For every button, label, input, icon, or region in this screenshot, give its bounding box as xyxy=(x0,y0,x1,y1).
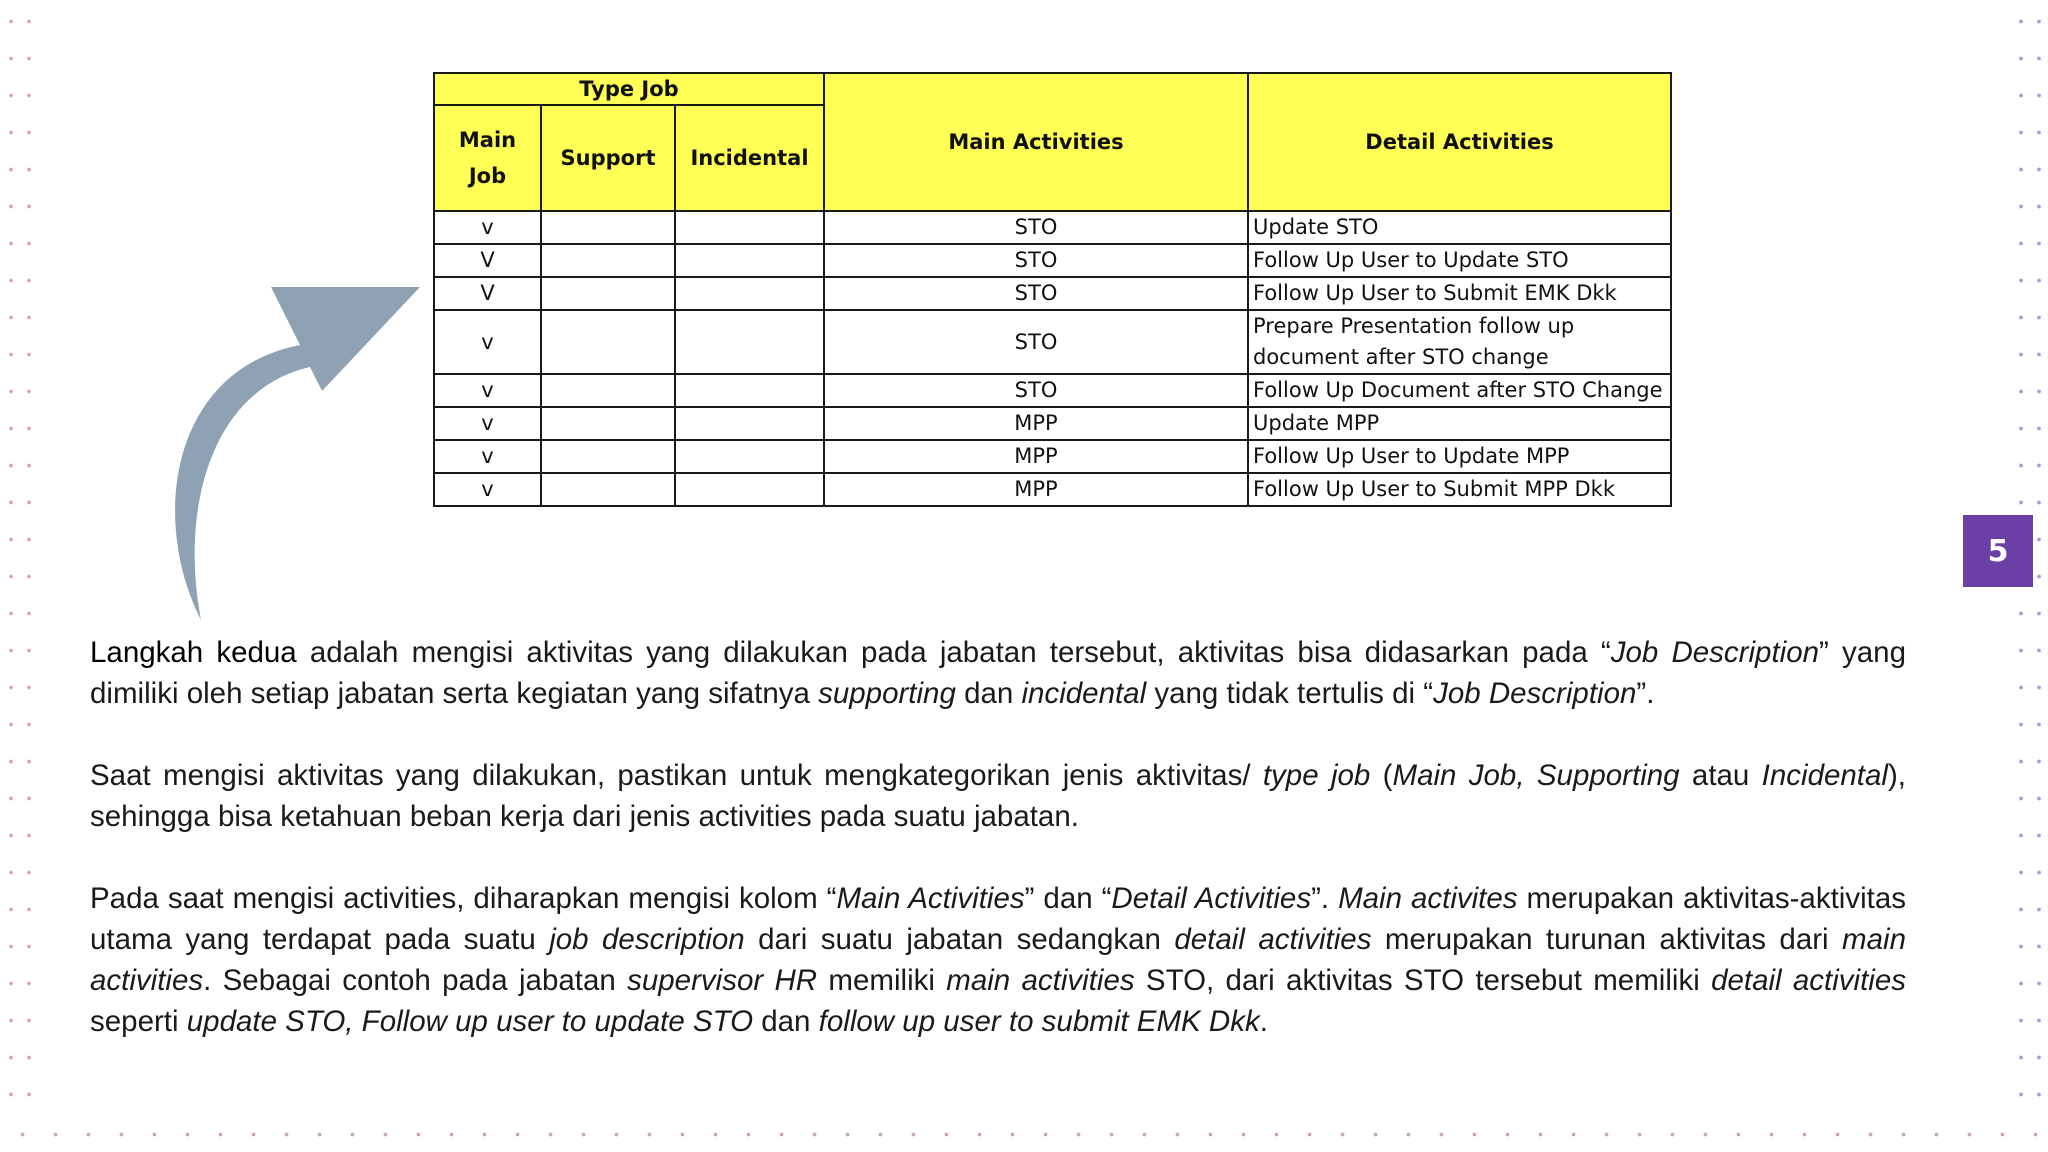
cell-main-activity: MPP xyxy=(824,440,1248,473)
cell-main-job: v xyxy=(434,211,541,244)
table-row xyxy=(434,244,1671,277)
text-run: Pada saat mengisi activities, diharapkan mengisi kolom “ xyxy=(90,882,837,915)
cell-incidental xyxy=(675,211,824,244)
cell-support xyxy=(541,440,675,473)
text-run: . Sebagai contoh pada jabatan xyxy=(203,964,628,997)
cell-incidental xyxy=(675,473,824,506)
cell-main-activity: STO xyxy=(824,310,1248,374)
text-run: . xyxy=(1259,1005,1268,1038)
cell-main-activity: STO xyxy=(824,277,1248,310)
italic-run: main activities xyxy=(946,964,1135,997)
italic-run: Job Description xyxy=(1610,636,1820,669)
cell-support xyxy=(541,310,675,374)
cell-detail-activity: Prepare Presentation follow up document after STO change xyxy=(1248,310,1671,374)
text-run: STO, dari aktivitas STO tersebut memiliki xyxy=(1134,964,1712,997)
decorative-dots-bottom xyxy=(0,1110,2048,1152)
italic-run: Detail Activities xyxy=(1111,882,1312,915)
text-run: adalah mengisi aktivitas yang dilakukan pada jabatan tersebut, aktivitas bisa didasarkan pada “ xyxy=(296,636,1611,669)
table-row xyxy=(434,374,1671,407)
table-row xyxy=(434,440,1671,473)
text-run: memiliki xyxy=(817,964,947,997)
text-run: ” yang dimiliki oleh setiap jabatan serta kegiatan yang sifatnya xyxy=(90,636,1906,710)
cell-incidental xyxy=(675,374,824,407)
header-type-job: Type Job xyxy=(434,73,824,105)
cell-main-job: v xyxy=(434,440,541,473)
cell-main-job: v xyxy=(434,407,541,440)
text-run: dan xyxy=(753,1005,819,1038)
italic-run: detail activities xyxy=(1711,964,1907,997)
text-run: merupakan aktivitas-aktivitas utama yang terdapat pada suatu xyxy=(90,882,1906,956)
cell-main-activity: STO xyxy=(824,244,1248,277)
italic-run: supervisor HR xyxy=(627,964,818,997)
italic-run: main activities xyxy=(90,923,1906,997)
cell-detail-activity: Update MPP xyxy=(1248,407,1671,440)
text-run: atau xyxy=(1679,759,1762,792)
cell-incidental xyxy=(675,277,824,310)
cell-support xyxy=(541,277,675,310)
page-number: 5 xyxy=(1987,533,2009,569)
cell-detail-activity: Follow Up Document after STO Change xyxy=(1248,374,1671,407)
cell-main-activity: MPP xyxy=(824,407,1248,440)
page-number-badge xyxy=(1963,515,2033,587)
cell-detail-activity: Follow Up User to Submit EMK Dkk xyxy=(1248,277,1671,310)
cell-detail-activity: Update STO xyxy=(1248,211,1671,244)
cell-main-job: v xyxy=(434,310,541,374)
cell-support xyxy=(541,244,675,277)
cell-incidental xyxy=(675,407,824,440)
cell-main-job: v xyxy=(434,374,541,407)
header-support: Support xyxy=(541,105,675,211)
cell-incidental xyxy=(675,244,824,277)
italic-run: Incidental xyxy=(1761,759,1888,792)
cell-main-activity: MPP xyxy=(824,473,1248,506)
table-row xyxy=(434,277,1671,310)
cell-support xyxy=(541,211,675,244)
paragraph-type-job xyxy=(90,755,1906,837)
cell-support xyxy=(541,407,675,440)
text-run: ”. xyxy=(1636,677,1655,710)
table-row xyxy=(434,473,1671,506)
cell-detail-activity: Follow Up User to Submit MPP Dkk xyxy=(1248,473,1671,506)
paragraph-langkah-kedua xyxy=(90,632,1906,714)
table-row xyxy=(434,211,1671,244)
cell-main-activity: STO xyxy=(824,374,1248,407)
cell-main-activity: STO xyxy=(824,211,1248,244)
cell-support xyxy=(541,473,675,506)
decorative-dots-left xyxy=(0,0,40,1100)
italic-run: Main Activities xyxy=(836,882,1025,915)
italic-run: job description xyxy=(549,923,745,956)
text-run: dan xyxy=(955,677,1022,710)
italic-run: update STO, Follow up user to update STO xyxy=(186,1005,754,1038)
cell-support xyxy=(541,374,675,407)
cell-main-job: v xyxy=(434,473,541,506)
header-main-job-label: Main Job xyxy=(458,128,517,188)
italic-run: Main activites xyxy=(1338,882,1518,915)
header-incidental: Incidental xyxy=(675,105,824,211)
cell-detail-activity: Follow Up User to Update STO xyxy=(1248,244,1671,277)
italic-run: Job Description xyxy=(1433,677,1637,710)
table-row xyxy=(434,407,1671,440)
cell-incidental xyxy=(675,310,824,374)
italic-run: follow up user to submit EMK Dkk xyxy=(818,1005,1260,1038)
cell-incidental xyxy=(675,440,824,473)
italic-run: incidental xyxy=(1021,677,1147,710)
paragraph-activities xyxy=(90,878,1906,1042)
italic-run: supporting xyxy=(818,677,956,710)
italic-run: detail activities xyxy=(1174,923,1372,956)
activities-table xyxy=(433,72,1672,507)
text-run: seperti xyxy=(90,1005,187,1038)
text-run: ( xyxy=(1370,759,1393,792)
header-main-activities: Main Activities xyxy=(824,73,1248,211)
text-run: ), sehingga bisa ketahuan beban kerja dari jenis activities pada suatu jabatan. xyxy=(90,759,1906,833)
table-row xyxy=(434,310,1671,374)
cell-main-job: V xyxy=(434,277,541,310)
text-run: Saat mengisi aktivitas yang dilakukan, pastikan untuk mengkategorikan jenis aktivitas/ xyxy=(90,759,1263,792)
cell-main-job: V xyxy=(434,244,541,277)
text-run: ” dan “ xyxy=(1024,882,1112,915)
text-run: dari suatu jabatan sedangkan xyxy=(744,923,1175,956)
lead-phrase: Langkah kedua xyxy=(90,636,297,669)
text-run: merupakan turunan aktivitas dari xyxy=(1371,923,1843,956)
cell-detail-activity: Follow Up User to Update MPP xyxy=(1248,440,1671,473)
header-detail-activities: Detail Activities xyxy=(1248,73,1671,211)
italic-run: Main Job, Supporting xyxy=(1392,759,1680,792)
header-main-job xyxy=(434,105,541,211)
text-run: ”. xyxy=(1311,882,1339,915)
curved-arrow-icon xyxy=(150,270,430,630)
italic-run: type job xyxy=(1262,759,1371,792)
text-run: yang tidak tertulis di “ xyxy=(1146,677,1434,710)
